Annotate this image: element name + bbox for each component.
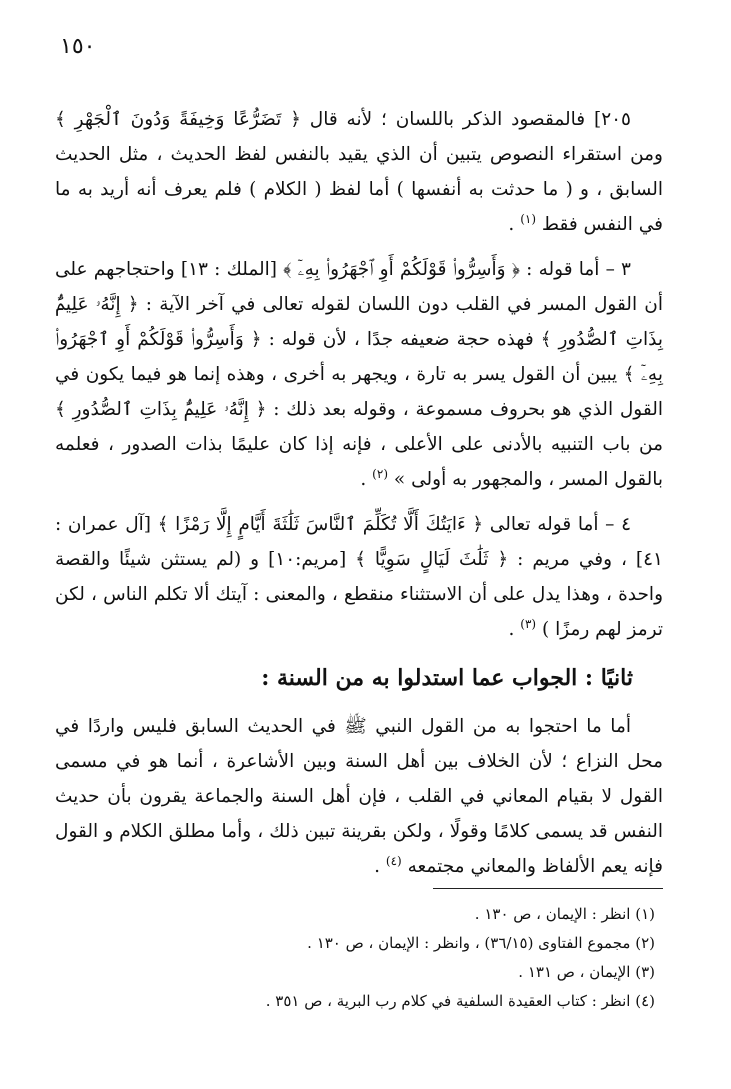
paragraph-intro (55, 102, 663, 242)
paragraph-point-4 (55, 507, 663, 647)
footnote-ref-2[interactable]: (٢) (372, 466, 388, 481)
main-text (55, 102, 663, 884)
paragraph-point-3 (55, 252, 663, 497)
footnote-ref-4[interactable]: (٤) (385, 853, 402, 868)
paragraph-end: . (508, 214, 521, 235)
footnote-ref-1[interactable]: (١) (520, 211, 537, 226)
paragraph-text: ٣ – أما قوله : ﴿ وَأَسِرُّوا۟ قَوْلَكُمْ أَوِ ٱجْهَرُوا۟ بِهِۦٓ ﴾ [الملك : ١٣] واحتجاجهم على أن القول المسر في القلب دون اللسان لقوله تعالى في آخر الآية : ﴿ إِنَّهُۥ عَلِيمٌۢ بِذَاتِ ٱلصُّدُورِ ﴾ فهذه حجة ضعيفه جدًا ، لأن قوله : ﴿ وَأَسِرُّوا۟ قَوْلَكُمْ أَوِ ٱجْهَرُوا۟ بِهِۦٓ ﴾ يبين أن القول يسر به تارة ، ويجهر به أخرى ، وهذه إنما هو فيما يكون في القول الذي هو بحروف مسموعة ، وقوله بعد ذلك : ﴿ إِنَّهُۥ عَلِيمٌۢ بِذَاتِ ٱلصُّدُورِ ﴾ من باب التنبيه بالأدنى على الأعلى ، فإنه إذا كان عليمًا بذات الصدور ، فعلمه بالقول المسر ، والمجهور به أولى » (55, 259, 663, 490)
page-number: ١٥٠ (60, 34, 96, 59)
footnote-2: (٢) مجموع الفتاوى (٣٦/١٥) ، وانظر : الإيمان ، ص ١٣٠ . (307, 934, 655, 952)
footnote-ref-3[interactable]: (٣) (520, 616, 537, 631)
paragraph-end: . (360, 469, 373, 490)
section-heading: ثانيًا : الجواب عما استدلوا به من السنة : (261, 665, 633, 691)
paragraph-end: . (508, 619, 521, 640)
paragraph-text: ٢٠٥] فالمقصود الذكر باللسان ؛ لأنه قال ﴿ تَضَرُّعًا وَخِيفَةً وَدُونَ ٱلْجَهْرِ ﴾ ومن استقراء النصوص يتبين أن الذي يقيد بالنفس لفظ الحديث ، مثل الحديث السابق ، و ( ما حدثت به أنفسها ) أما لفظ ( الكلام ) فلم يعرف أنه أريد به ما في النفس فقط (55, 109, 663, 235)
paragraph-end: . (374, 856, 386, 877)
paragraph-text: ٤ – أما قوله تعالى ﴿ ءَايَتُكَ أَلَّا تُكَلِّمَ ٱلنَّاسَ ثَلَٰثَةَ أَيَّامٍ إِلَّا رَمْزًا ﴾ [آل عمران : ٤١] ، وفي مريم : ﴿ ثَلَٰثَ لَيَالٍ سَوِيًّا ﴾ [مريم:١٠] و (لم يستثن شيئًا والقصة واحدة ، وهذا يدل على أن الاستثناء منقطع ، والمعنى : آيتك ألا تكلم الناس ، لكن ترمز لهم رمزًا ) (55, 514, 663, 640)
footnote-1: (١) انظر : الإيمان ، ص ١٣٠ . (474, 905, 655, 923)
footnotes (60, 900, 655, 1016)
footnote-4: (٤) انظر : كتاب العقيدة السلفية في كلام رب البرية ، ص ٣٥١ . (265, 992, 655, 1010)
paragraph-sunnah-answer (55, 709, 663, 884)
paragraph-text: أما ما احتجوا به من القول النبي ﷺ في الحديث السابق فليس واردًا في محل النزاع ؛ لأن الخلاف بين أهل السنة وبين الأشاعرة ، أنما هو في مسمى القول لا بقيام المعاني في القلب ، فإن أهل السنة والجماعة يقرون بأن حديث النفس قد يسمى كلامًا وقولًا ، ولكن بقرينة تبين ذلك ، وأما مطلق الكلام و القول فإنه يعم الألفاظ والمعاني مجتمعه (55, 716, 663, 877)
footnote-3: (٣) الإيمان ، ص ١٣١ . (518, 963, 655, 981)
footnote-divider (433, 888, 663, 889)
